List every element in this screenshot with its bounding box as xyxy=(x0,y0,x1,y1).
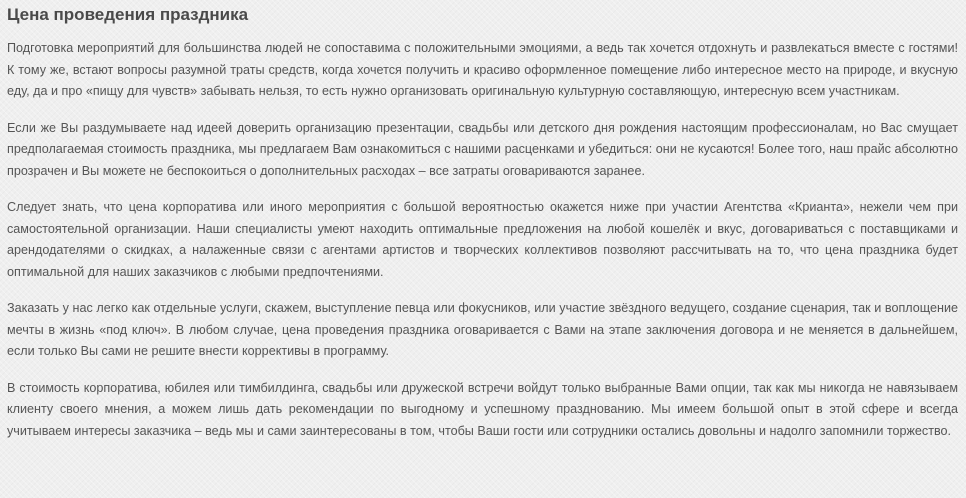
article-paragraph-3: Следует знать, что цена корпоратива или иного мероприятия с большой вероятностью окажется ниже при участии Агентства «Крианта», нежели чем при самостоятельной организации. Наши специалисты умеют находить оптимальные предложения на любой кошелёк и вкус, договариваться с поставщиками и арендодателями о скидках, а налаженные связи с агентами артистов и творческих коллективов позволяют рассчитывать на то, что цена праздника будет оптимальной для наших заказчиков с любыми предпочтениями. xyxy=(7,200,958,279)
article-paragraph-4: Заказать у нас легко как отдельные услуги, скажем, выступление певца или фокусников, или участие звёздного ведущего, создание сценария, так и воплощение мечты в жизнь «под ключ». В любом случае, цена проведения праздника оговаривается с Вами на этапе заключения договора и не меняется в дальнейшем, если только Вы сами не решите внести коррективы в программу. xyxy=(7,301,958,358)
article-paragraph-5: В стоимость корпоратива, юбилея или тимбилдинга, свадьбы или дружеской встречи войдут только выбранные Вами опции, так как мы никогда не навязываем клиенту своего мнения, а можем лишь дать рекомендации по выгодному и успешному празднованию. Мы имеем большой опыт в этой сфере и всегда учитываем интересы заказчика – ведь мы и сами заинтересованы в том, чтобы Ваши гости или сотрудники остались довольны и надолго запомнили торжество. xyxy=(7,380,958,438)
article-paragraph-1: Подготовка мероприятий для большинства людей не сопоставима с положительными эмоциями, а ведь так хочется отдохнуть и развлекаться вместе с гостями! К тому же, встают вопросы разумной траты средств, когда хочется получить и красиво оформленное помещение либо интересное место на природе, и вкусную еду, да и про «пищу для чувств» забывать нельзя, то есть нужно организовать оригинальную культурную составляющую, интересную всем участникам. xyxy=(7,41,958,98)
article-title: Цена проведения праздника xyxy=(7,5,249,24)
article-paragraph-2: Если же Вы раздумываете над идеей доверить организацию презентации, свадьбы или детского дня рождения настоящим профессионалам, но Вас смущает предполагаемая стоимость праздника, мы предлагаем Вам ознакомиться с нашими расценками и убедиться: они не кусаются! Более того, наш прайс абсолютно прозрачен и Вы можете не беспокоиться о дополнительных расходах – все затраты оговариваются заранее. xyxy=(7,120,958,178)
